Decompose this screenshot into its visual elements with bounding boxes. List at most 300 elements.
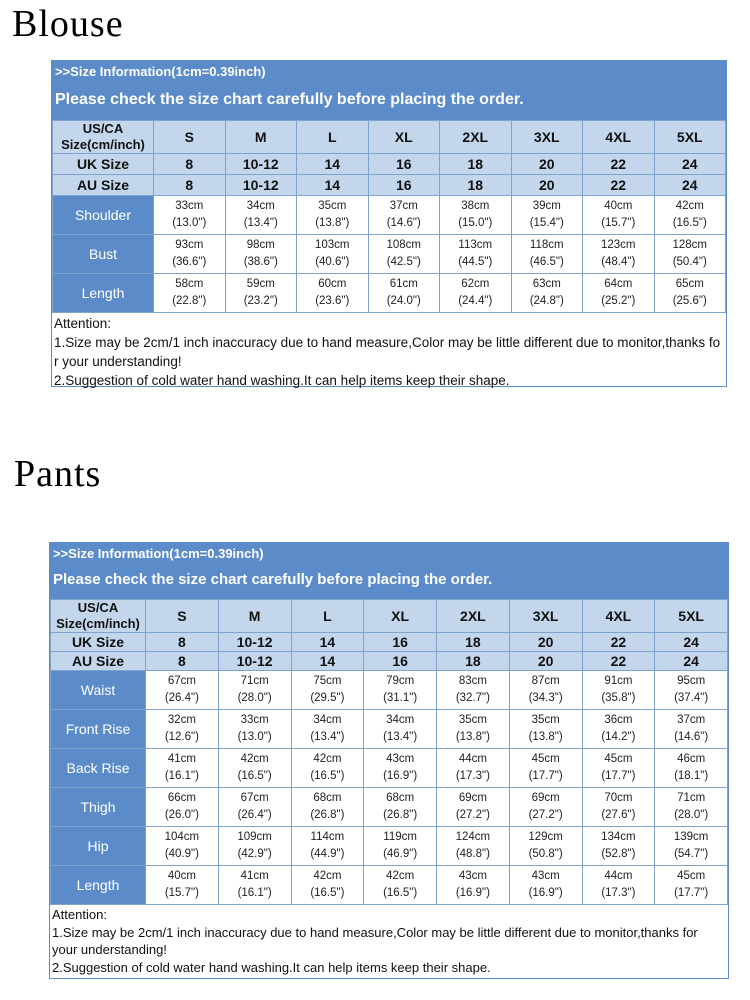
measurement-cell	[364, 827, 437, 866]
measurement-cell	[297, 235, 369, 274]
cm-value: 79cm	[386, 675, 415, 687]
inch-value: (26.4")	[164, 692, 199, 704]
inch-value: (13.0")	[237, 731, 272, 743]
measurement-cell	[364, 788, 437, 827]
measurement-row	[51, 788, 728, 827]
measurement-cell	[218, 749, 291, 788]
uk-size-value: 16	[368, 154, 440, 175]
size-label: US/CA Size(cm/inch)	[51, 600, 146, 633]
inch-value: (50.4")	[672, 256, 707, 268]
measurement-label: Length	[53, 274, 154, 313]
uk-size-value: 10-12	[218, 633, 291, 652]
cm-value: 65cm	[675, 278, 704, 290]
inch-value: (44.9")	[310, 848, 345, 860]
size-4xl: 4XL	[582, 600, 655, 633]
cm-value: 109cm	[237, 831, 272, 843]
cm-value: 70cm	[604, 792, 633, 804]
measurement-cell	[582, 866, 655, 905]
measurement-label: Bust	[53, 235, 154, 274]
inch-value: (23.6")	[315, 295, 350, 307]
pants-attention	[50, 905, 728, 978]
measurement-cell	[655, 749, 728, 788]
inch-value: (12.6")	[164, 731, 199, 743]
size-label: US/CA Size(cm/inch)	[53, 121, 154, 154]
inch-value: (36.6")	[172, 256, 207, 268]
cm-value: 42cm	[313, 753, 342, 765]
uk-size-value: 18	[437, 633, 510, 652]
inch-value: (16.1")	[237, 887, 272, 899]
measurement-cell	[437, 710, 510, 749]
inch-value: (13.8")	[528, 731, 563, 743]
cm-value: 58cm	[175, 278, 204, 290]
inch-value: (15.7")	[601, 217, 636, 229]
measurement-cell	[509, 710, 582, 749]
measurement-cell	[511, 274, 583, 313]
measurement-cell	[437, 788, 510, 827]
measurement-cell	[437, 866, 510, 905]
cm-value: 42cm	[675, 200, 704, 212]
measurement-cell	[364, 749, 437, 788]
au-size-row	[51, 652, 728, 671]
inch-value: (16.5")	[237, 770, 272, 782]
attention-heading: Attention:	[52, 907, 107, 922]
size-3xl: 3XL	[511, 121, 583, 154]
blouse-size-table	[52, 120, 726, 313]
size-l: L	[291, 600, 364, 633]
au-size-value: 22	[583, 175, 655, 196]
size-row	[53, 121, 726, 154]
cm-value: 61cm	[389, 278, 418, 290]
cm-value: 98cm	[246, 239, 275, 251]
inch-value: (24.0")	[386, 295, 421, 307]
cm-value: 37cm	[677, 714, 706, 726]
measurement-cell	[509, 866, 582, 905]
cm-value: 66cm	[167, 792, 196, 804]
measurement-cell	[297, 274, 369, 313]
cm-value: 44cm	[458, 753, 487, 765]
cm-value: 37cm	[389, 200, 418, 212]
inch-value: (29.5")	[310, 692, 345, 704]
cm-value: 87cm	[531, 675, 560, 687]
cm-value: 41cm	[167, 753, 196, 765]
cm-value: 83cm	[458, 675, 487, 687]
size-5xl: 5XL	[655, 600, 728, 633]
cm-value: 38cm	[461, 200, 490, 212]
size-xl: XL	[368, 121, 440, 154]
measurement-cell	[654, 196, 726, 235]
cm-value: 68cm	[386, 792, 415, 804]
measurement-cell	[509, 827, 582, 866]
cm-value: 42cm	[313, 870, 342, 882]
uk-size-row	[53, 154, 726, 175]
measurement-cell	[511, 235, 583, 274]
measurement-cell	[655, 866, 728, 905]
measurement-cell	[509, 749, 582, 788]
inch-value: (16.5")	[310, 770, 345, 782]
measurement-cell	[291, 827, 364, 866]
measurement-cell	[218, 710, 291, 749]
cm-value: 93cm	[175, 239, 204, 251]
blouse-title: Blouse	[12, 3, 124, 45]
uk-size-value: 24	[655, 633, 728, 652]
cm-value: 134cm	[601, 831, 636, 843]
cm-value: 43cm	[458, 870, 487, 882]
measurement-cell	[582, 788, 655, 827]
cm-value: 42cm	[240, 753, 269, 765]
measurement-cell	[146, 866, 219, 905]
measurement-cell	[146, 749, 219, 788]
uk-size-value: 18	[440, 154, 512, 175]
cm-value: 41cm	[240, 870, 269, 882]
measurement-cell	[291, 866, 364, 905]
measurement-cell	[368, 196, 440, 235]
inch-value: (13.4")	[310, 731, 345, 743]
measurement-cell	[440, 196, 512, 235]
au-size-row	[53, 175, 726, 196]
measurement-label: Shoulder	[53, 196, 154, 235]
cm-value: 69cm	[458, 792, 487, 804]
size-2xl: 2XL	[437, 600, 510, 633]
cm-value: 44cm	[604, 870, 633, 882]
uk-size-value: 20	[509, 633, 582, 652]
au-size-value: 14	[297, 175, 369, 196]
measurement-row	[51, 827, 728, 866]
measurement-cell	[225, 235, 297, 274]
attention-note-2: 2.Suggestion of cold water hand washing.It can help items keep their shape.	[52, 959, 491, 975]
uk-size-value: 10-12	[225, 154, 297, 175]
inch-value: (28.0")	[237, 692, 272, 704]
cm-value: 42cm	[386, 870, 415, 882]
cm-value: 103cm	[314, 239, 350, 251]
cm-value: 104cm	[164, 831, 200, 843]
blouse-size-info: >>Size Information(1cm=0.39inch)	[55, 64, 266, 79]
measurement-cell	[218, 866, 291, 905]
measurement-cell	[146, 827, 219, 866]
measurement-label: Waist	[51, 671, 146, 710]
cm-value: 75cm	[313, 675, 342, 687]
inch-value: (42.9")	[237, 848, 272, 860]
attention-heading: Attention:	[54, 316, 112, 331]
inch-value: (14.6")	[674, 731, 709, 743]
attention-note-1: 1.Size may be 2cm/1 inch inaccuracy due to hand measure,Color may be little different due to monitor,thanks for your understanding!	[52, 924, 698, 957]
measurement-cell	[511, 196, 583, 235]
au-size-value: 10-12	[225, 175, 297, 196]
measurement-cell	[368, 274, 440, 313]
cm-value: 36cm	[604, 714, 633, 726]
measurement-cell	[225, 274, 297, 313]
cm-value: 59cm	[246, 278, 275, 290]
cm-value: 139cm	[673, 831, 709, 843]
measurement-cell	[291, 710, 364, 749]
measurement-cell	[291, 749, 364, 788]
measurement-cell	[582, 710, 655, 749]
measurement-cell	[146, 671, 219, 710]
au-size-value: 10-12	[218, 652, 291, 671]
measurement-cell	[437, 749, 510, 788]
size-4xl: 4XL	[583, 121, 655, 154]
cm-value: 35cm	[531, 714, 560, 726]
uk-size-value: 8	[146, 633, 219, 652]
cm-value: 43cm	[386, 753, 415, 765]
au-size-value: 20	[509, 652, 582, 671]
cm-value: 114cm	[310, 831, 345, 843]
pants-size-info: >>Size Information(1cm=0.39inch)	[53, 546, 264, 561]
cm-value: 35cm	[318, 200, 347, 212]
inch-value: (17.7")	[528, 770, 563, 782]
size-xl: XL	[364, 600, 437, 633]
cm-value: 46cm	[677, 753, 706, 765]
size-row	[51, 600, 728, 633]
size-s: S	[154, 121, 226, 154]
cm-value: 40cm	[167, 870, 196, 882]
cm-value: 95cm	[677, 675, 706, 687]
measurement-cell	[291, 788, 364, 827]
cm-value: 67cm	[167, 675, 196, 687]
inch-value: (26.4")	[237, 809, 272, 821]
pants-title: Pants	[14, 453, 102, 495]
inch-value: (26.0")	[164, 809, 199, 821]
blouse-check-notice: Please check the size chart carefully before placing the order.	[55, 91, 524, 108]
cm-value: 108cm	[386, 239, 422, 251]
uk-size-value: 24	[654, 154, 726, 175]
measurement-cell	[583, 196, 655, 235]
uk-size-value: 22	[583, 154, 655, 175]
au-size-label: AU Size	[53, 175, 154, 196]
inch-value: (14.6")	[386, 217, 421, 229]
inch-value: (44.5")	[458, 256, 493, 268]
cm-value: 34cm	[386, 714, 415, 726]
cm-value: 62cm	[461, 278, 490, 290]
inch-value: (26.8")	[383, 809, 418, 821]
inch-value: (40.9")	[164, 848, 199, 860]
measurement-cell	[582, 671, 655, 710]
inch-value: (17.3")	[601, 887, 636, 899]
measurement-cell	[291, 671, 364, 710]
cm-value: 45cm	[677, 870, 706, 882]
inch-value: (28.0")	[674, 809, 709, 821]
cm-value: 39cm	[532, 200, 561, 212]
au-size-value: 22	[582, 652, 655, 671]
cm-value: 45cm	[604, 753, 633, 765]
inch-value: (16.5")	[672, 217, 707, 229]
cm-value: 71cm	[677, 792, 706, 804]
inch-value: (13.8")	[455, 731, 490, 743]
measurement-cell	[655, 671, 728, 710]
inch-value: (40.6")	[315, 256, 350, 268]
inch-value: (25.2")	[601, 295, 636, 307]
uk-size-value: 16	[364, 633, 437, 652]
size-2xl: 2XL	[440, 121, 512, 154]
measurement-cell	[368, 235, 440, 274]
inch-value: (31.1")	[383, 692, 418, 704]
cm-value: 33cm	[240, 714, 269, 726]
measurement-label: Hip	[51, 827, 146, 866]
measurement-row	[51, 671, 728, 710]
inch-value: (48.8")	[455, 848, 490, 860]
inch-value: (16.5")	[310, 887, 345, 899]
cm-value: 45cm	[531, 753, 560, 765]
attention-note-1: 1.Size may be 2cm/1 inch inaccuracy due to hand measure,Color may be little different due to monitor,thanks for your understanding!	[54, 335, 721, 369]
uk-size-value: 22	[582, 633, 655, 652]
measurement-row	[51, 749, 728, 788]
inch-value: (13.8")	[315, 217, 350, 229]
inch-value: (16.9")	[455, 887, 490, 899]
inch-value: (14.2")	[601, 731, 636, 743]
blouse-attention	[52, 313, 726, 386]
size-m: M	[225, 121, 297, 154]
au-size-value: 24	[654, 175, 726, 196]
measurement-cell	[297, 196, 369, 235]
size-5xl: 5XL	[654, 121, 726, 154]
inch-value: (15.7")	[164, 887, 199, 899]
inch-value: (37.4")	[674, 692, 709, 704]
cm-value: 67cm	[240, 792, 269, 804]
size-s: S	[146, 600, 219, 633]
size-m: M	[218, 600, 291, 633]
au-size-label: AU Size	[51, 652, 146, 671]
inch-value: (13.4")	[243, 217, 278, 229]
inch-value: (15.4")	[529, 217, 564, 229]
au-size-value: 14	[291, 652, 364, 671]
cm-value: 34cm	[246, 200, 275, 212]
size-l: L	[297, 121, 369, 154]
cm-value: 129cm	[528, 831, 563, 843]
uk-size-value: 20	[511, 154, 583, 175]
blouse-size-chart	[51, 60, 727, 387]
cm-value: 63cm	[532, 278, 561, 290]
measurement-cell	[509, 788, 582, 827]
measurement-label: Front Rise	[51, 710, 146, 749]
cm-value: 43cm	[531, 870, 560, 882]
measurement-cell	[364, 671, 437, 710]
cm-value: 123cm	[600, 239, 636, 251]
inch-value: (17.3")	[455, 770, 490, 782]
inch-value: (27.2")	[455, 809, 490, 821]
cm-value: 40cm	[604, 200, 633, 212]
inch-value: (25.6")	[672, 295, 707, 307]
measurement-cell	[364, 866, 437, 905]
inch-value: (13.0")	[172, 217, 207, 229]
cm-value: 119cm	[383, 831, 417, 843]
measurement-row	[53, 235, 726, 274]
measurement-label: Length	[51, 866, 146, 905]
au-size-value: 20	[511, 175, 583, 196]
au-size-value: 24	[655, 652, 728, 671]
cm-value: 113cm	[458, 239, 493, 251]
uk-size-value: 8	[154, 154, 226, 175]
measurement-cell	[582, 749, 655, 788]
inch-value: (15.0")	[458, 217, 493, 229]
cm-value: 71cm	[240, 675, 269, 687]
uk-size-value: 14	[297, 154, 369, 175]
size-3xl: 3XL	[509, 600, 582, 633]
measurement-cell	[583, 274, 655, 313]
measurement-cell	[154, 274, 226, 313]
inch-value: (13.4")	[383, 731, 418, 743]
inch-value: (54.7")	[674, 848, 709, 860]
measurement-cell	[437, 671, 510, 710]
uk-size-value: 14	[291, 633, 364, 652]
measurement-row	[51, 866, 728, 905]
inch-value: (27.6")	[601, 809, 636, 821]
measurement-cell	[218, 788, 291, 827]
inch-value: (26.8")	[310, 809, 345, 821]
inch-value: (34.3")	[528, 692, 563, 704]
measurement-row	[53, 274, 726, 313]
inch-value: (24.4")	[458, 295, 493, 307]
au-size-value: 16	[368, 175, 440, 196]
au-size-value: 18	[437, 652, 510, 671]
pants-size-table	[50, 599, 728, 905]
cm-value: 124cm	[455, 831, 491, 843]
measurement-cell	[440, 274, 512, 313]
pants-check-notice: Please check the size chart carefully before placing the order.	[53, 571, 493, 588]
inch-value: (48.4")	[601, 256, 636, 268]
measurement-cell	[654, 274, 726, 313]
measurement-cell	[655, 710, 728, 749]
measurement-cell	[154, 196, 226, 235]
measurement-cell	[583, 235, 655, 274]
measurement-cell	[218, 827, 291, 866]
pants-size-chart	[49, 542, 729, 979]
inch-value: (46.5")	[529, 256, 564, 268]
cm-value: 118cm	[529, 239, 564, 251]
inch-value: (16.5")	[383, 887, 418, 899]
inch-value: (50.8")	[528, 848, 563, 860]
uk-size-label: UK Size	[51, 633, 146, 652]
cm-value: 35cm	[458, 714, 487, 726]
measurement-cell	[154, 235, 226, 274]
measurement-cell	[655, 788, 728, 827]
measurement-cell	[654, 235, 726, 274]
measurement-cell	[146, 788, 219, 827]
measurement-cell	[364, 710, 437, 749]
measurement-row	[51, 710, 728, 749]
inch-value: (16.9")	[383, 770, 418, 782]
cm-value: 128cm	[672, 239, 708, 251]
inch-value: (23.2")	[243, 295, 278, 307]
uk-size-label: UK Size	[53, 154, 154, 175]
measurement-cell	[440, 235, 512, 274]
au-size-value: 16	[364, 652, 437, 671]
inch-value: (24.8")	[529, 295, 564, 307]
au-size-value: 8	[146, 652, 219, 671]
inch-value: (18.1")	[674, 770, 709, 782]
measurement-cell	[582, 827, 655, 866]
inch-value: (46.9")	[383, 848, 418, 860]
inch-value: (32.7")	[455, 692, 490, 704]
measurement-cell	[655, 827, 728, 866]
attention-note-2: 2.Suggestion of cold water hand washing.It can help items keep their shape.	[54, 373, 510, 388]
cm-value: 34cm	[313, 714, 342, 726]
inch-value: (38.6")	[243, 256, 278, 268]
measurement-cell	[218, 671, 291, 710]
inch-value: (22.8")	[172, 295, 207, 307]
cm-value: 32cm	[167, 714, 196, 726]
measurement-cell	[509, 671, 582, 710]
measurement-cell	[225, 196, 297, 235]
inch-value: (17.7")	[601, 770, 636, 782]
measurement-label: Back Rise	[51, 749, 146, 788]
measurement-label: Thigh	[51, 788, 146, 827]
au-size-value: 8	[154, 175, 226, 196]
measurement-row	[53, 196, 726, 235]
measurement-cell	[437, 827, 510, 866]
measurement-cell	[146, 710, 219, 749]
cm-value: 60cm	[318, 278, 347, 290]
blouse-chart-header	[52, 61, 726, 120]
inch-value: (52.8")	[601, 848, 636, 860]
